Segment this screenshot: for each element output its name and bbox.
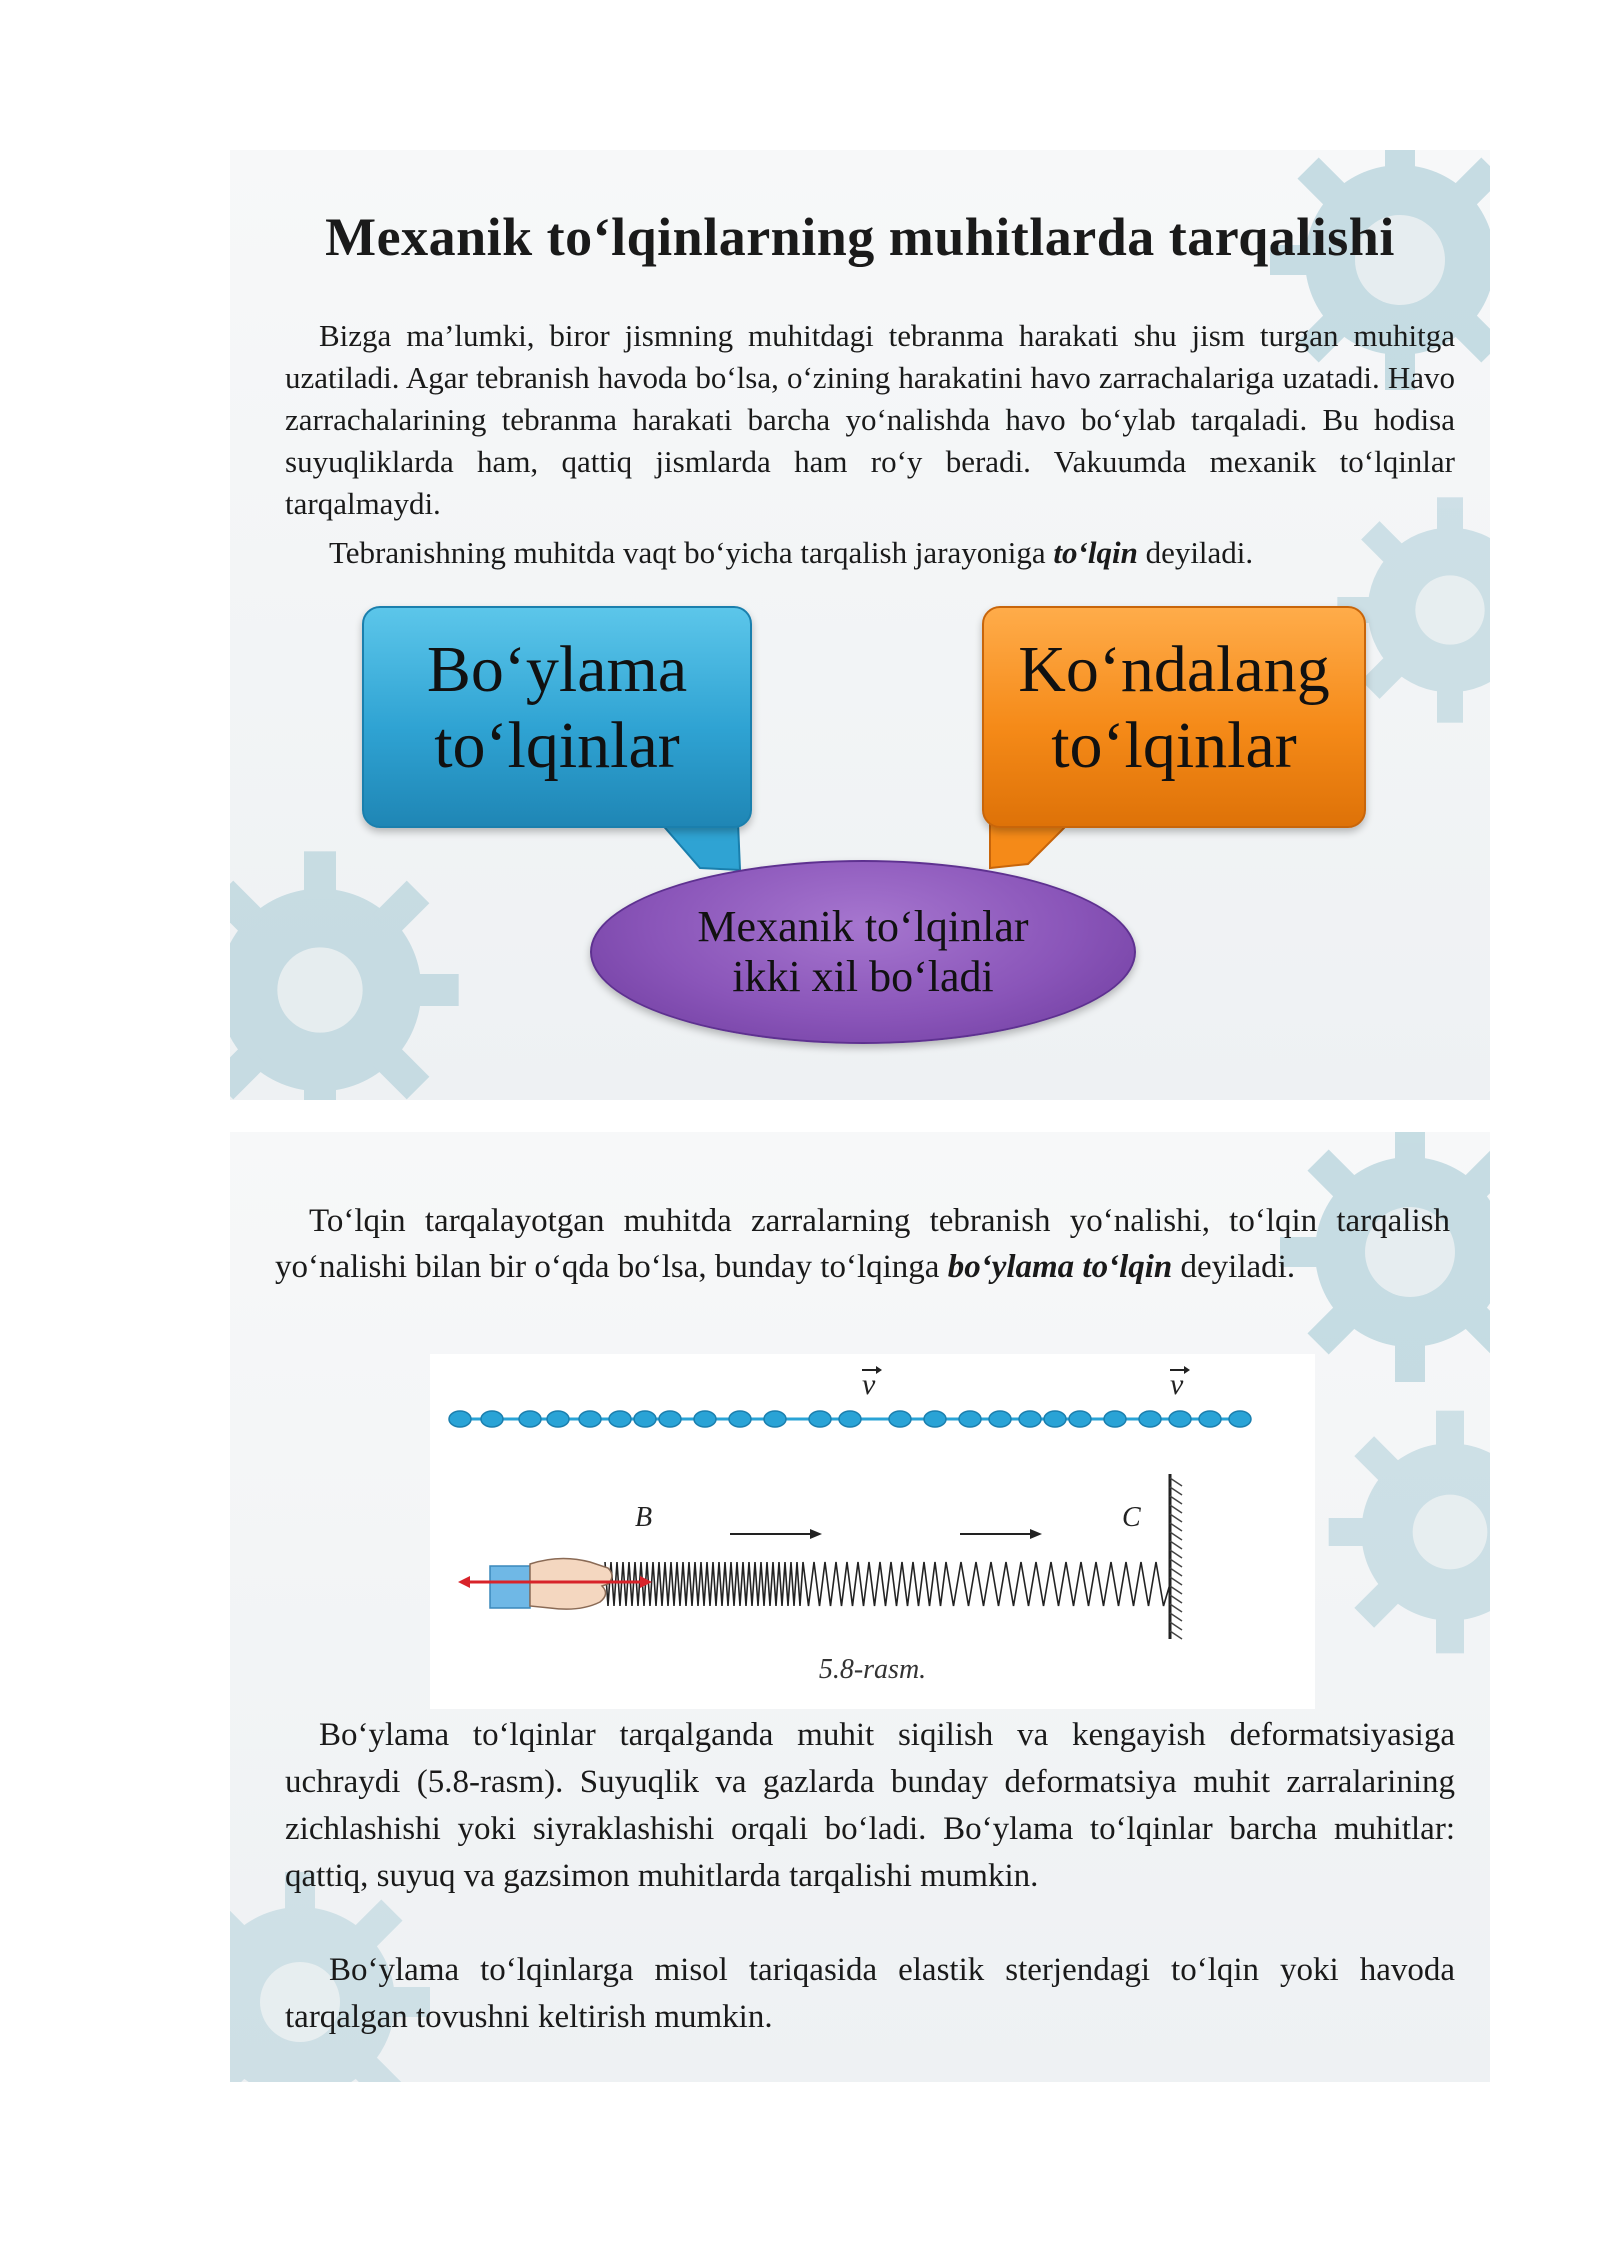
longitudinal-waves-line1: Bo‘ylama (426, 633, 688, 706)
bead (449, 1411, 471, 1427)
figure-5-8 (430, 1354, 1315, 1709)
bead (579, 1411, 601, 1427)
slide-1 (230, 150, 1490, 1100)
bead (519, 1411, 541, 1427)
hand-icon (530, 1558, 612, 1609)
bead (547, 1411, 569, 1427)
hatch-line (1170, 1550, 1182, 1558)
longitudinal-definition-term: bo‘ylama to‘lqin (947, 1249, 1173, 1285)
bead (764, 1411, 786, 1427)
mechanical-waves-line2: ikki xil bo‘ladi (732, 952, 994, 1001)
oscillation-arrowhead-left-icon (458, 1576, 470, 1588)
bead (1139, 1411, 1161, 1427)
transverse-waves-box (982, 606, 1366, 828)
figure-caption: 5.8-rasm. (818, 1654, 927, 1685)
propagation-arrowhead-2-icon (1030, 1529, 1042, 1539)
definition-text-after: deyiladi. (1137, 535, 1254, 570)
bead (924, 1411, 946, 1427)
longitudinal-waves-box (362, 606, 752, 828)
velocity-label-1: v (862, 1368, 876, 1401)
bead (481, 1411, 503, 1427)
bead (959, 1411, 981, 1427)
hatch-line (1170, 1505, 1182, 1513)
hatch-line (1170, 1568, 1182, 1576)
page-title: Mexanik to‘lqinlarning muhitlarda tarqalishi (325, 207, 1395, 267)
hatch-line (1170, 1577, 1182, 1585)
hatch-line (1170, 1559, 1182, 1567)
bead (694, 1411, 716, 1427)
point-c-label: C (1122, 1502, 1141, 1533)
example-paragraph (285, 1947, 1455, 2041)
mechanical-waves-oval (590, 860, 1136, 1044)
bead (634, 1411, 656, 1427)
hatch-line (1170, 1496, 1182, 1504)
longitudinal-wave-illustration (430, 1354, 1315, 1644)
bead (1229, 1411, 1251, 1427)
deformation-paragraph (285, 1712, 1455, 1900)
definition-term: to‘lqin (1053, 535, 1138, 570)
bead (989, 1411, 1011, 1427)
hatch-line (1170, 1604, 1182, 1612)
hatch-line (1170, 1514, 1182, 1522)
hatch-line (1170, 1595, 1182, 1603)
longitudinal-definition-before: To‘lqin tarqalayotgan muhitda zarralarning tebranish yo‘nalishi, to‘lqin tarqalish yo‘nalishi bilan bir o‘qda bo‘lsa, bunday to‘lqinga (275, 1203, 1450, 1285)
hatch-line (1170, 1541, 1182, 1549)
bead (609, 1411, 631, 1427)
point-b-label: B (635, 1502, 653, 1533)
example-paragraph-text: Bo‘ylama to‘lqinlarga misol tariqasida elastik sterjendagi to‘lqin yoki havoda tarqalgan tovushni keltirish mumkin. (285, 1952, 1455, 2035)
hatch-line (1170, 1622, 1182, 1630)
bead (889, 1411, 911, 1427)
transverse-waves-line2: to‘lqinlar (1051, 709, 1297, 782)
slide-2 (230, 1132, 1490, 2082)
intro-paragraph-text: Bizga ma’lumki, biror jismning muhitdagi tebranma harakati shu jism turgan muhitga uzatiladi. Agar tebranish havoda bo‘lsa, o‘zining harakatini havo zarrachalariga uzatadi. Havo zarrachalarining tebranma harakati barcha yo‘nalishda havo bo‘ylab tarqaladi. Bu hodisa suyuqliklarda ham, qattiq jismlarda ham ro‘y beradi. Vakuumda mexanik to‘lqinlar tarqalmaydi. (285, 318, 1455, 521)
transverse-waves-line1: Ko‘ndalang (1018, 633, 1330, 706)
bead (1199, 1411, 1221, 1427)
bead (1169, 1411, 1191, 1427)
sleeve-icon (490, 1566, 530, 1608)
mechanical-waves-line1: Mexanik to‘lqinlar (697, 902, 1029, 951)
bead (839, 1411, 861, 1427)
bead (809, 1411, 831, 1427)
hatch-line (1170, 1631, 1182, 1639)
velocity-label-2: v (1170, 1368, 1184, 1401)
bead (729, 1411, 751, 1427)
definition-text-before: Tebranishning muhitda vaqt bo‘yicha tarqalish jarayoniga (329, 535, 1054, 570)
bead (659, 1411, 681, 1427)
bead (1044, 1411, 1066, 1427)
hatch-line (1170, 1532, 1182, 1540)
bead (1019, 1411, 1041, 1427)
bead (1104, 1411, 1126, 1427)
velocity-arrowhead-2-icon (1184, 1366, 1190, 1374)
wall-hatch (1170, 1478, 1182, 1639)
hatch-line (1170, 1487, 1182, 1495)
hatch-line (1170, 1478, 1182, 1486)
spring-icon (605, 1562, 1170, 1606)
bead (1069, 1411, 1091, 1427)
longitudinal-definition-paragraph (275, 1198, 1450, 1290)
hatch-line (1170, 1586, 1182, 1594)
deformation-paragraph-text: Bo‘ylama to‘lqinlar tarqalganda muhit siqilish va kengayish deformatsiyasiga uchraydi (5.8-rasm). Suyuqlik va gazlarda bunday deformatsiya muhit zarralarining zichlashishi yoki siyraklashishi orqali bo‘ladi. Bo‘ylama to‘lqinlar barcha muhitlar: qattiq, suyuq va gazsimon muhitlarda tarqalishi mumkin. (285, 1717, 1455, 1894)
hatch-line (1170, 1523, 1182, 1531)
longitudinal-waves-line2: to‘lqinlar (434, 709, 680, 782)
hatch-line (1170, 1613, 1182, 1621)
longitudinal-definition-after: deyiladi. (1172, 1249, 1296, 1285)
propagation-arrowhead-1-icon (810, 1529, 822, 1539)
velocity-arrowhead-1-icon (876, 1366, 882, 1374)
